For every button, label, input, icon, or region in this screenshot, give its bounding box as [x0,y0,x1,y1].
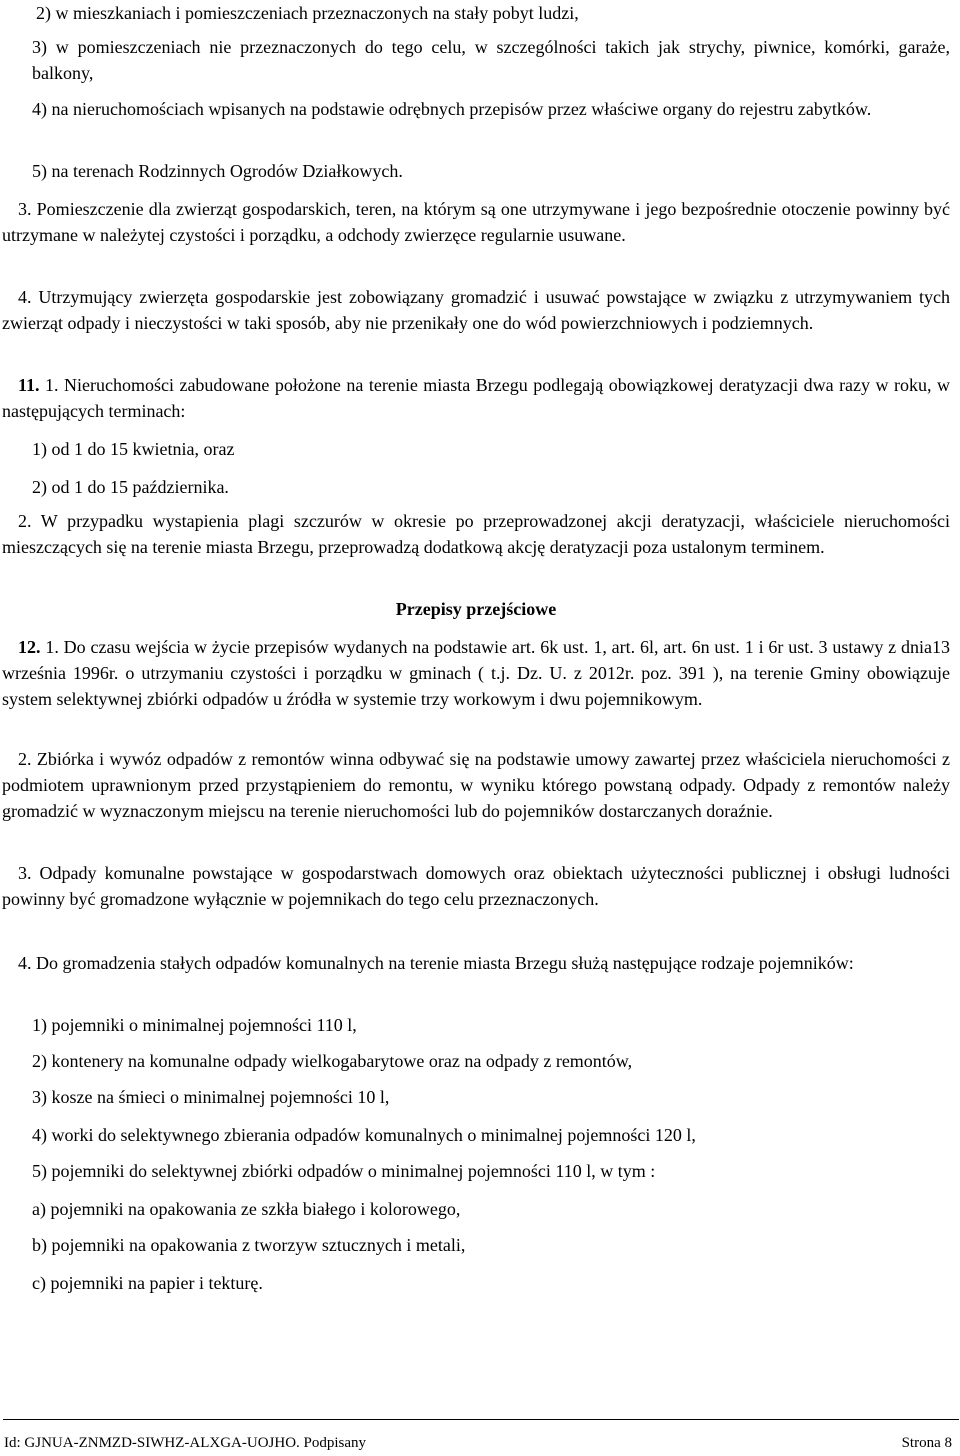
paragraph: 3. Pomieszczenie dla zwierząt gospodarskich, teren, na którym są one utrzymywane i jego bezpośrednie otoczenie powinny być utrzymane w należytej czystości i porządku, a odchody zwierzęce regularnie usuwane. [2,199,950,245]
paragraph: 4. Do gromadzenia stałych odpadów komunalnych na terenie miasta Brzegu służą następujące rodzaje pojemników: [18,953,854,973]
section-number: 11. [18,375,40,395]
list-item: 4) worki do selektywnego zbierania odpadów komunalnych o minimalnej pojemności 120 l, [32,1125,696,1145]
section-number: 12. [18,637,41,657]
document-id: Id: GJNUA-ZNMZD-SIWHZ-ALXGA-UOJHO. Podpisany [4,1435,367,1451]
list-item: 5) pojemniki do selektywnej zbiórki odpadów o minimalnej pojemności 110 l, w tym : [32,1161,656,1181]
footer-divider [3,1419,959,1420]
list-item: 2) w mieszkaniach i pomieszczeniach przeznaczonych na stały pobyt ludzi, [36,3,579,23]
section-heading: Przepisy przejściowe [395,599,557,619]
list-item: 1) od 1 do 15 kwietnia, oraz [32,439,235,459]
paragraph: 2. W przypadku wystapienia plagi szczurów w okresie po przeprowadzonej akcji deratyzacji, właściciele nieruchomości mieszczących się na terenie miasta Brzegu, przeprowadzą dodatkową akcję deratyzacji poza ustalonym terminem. [2,511,950,557]
page-number: Strona 8 [901,1435,952,1451]
list-item: 3) kosze na śmieci o minimalnej pojemności 10 l, [32,1087,390,1107]
paragraph: 3. Odpady komunalne powstające w gospodarstwach domowych oraz obiektach użyteczności publicznej i obsługi ludności powinny być gromadzone wyłącznie w pojemnikach do tego celu przeznaczonych. [2,863,950,909]
list-item: 2) kontenery na komunalne odpady wielkogabarytowe oraz na odpady z remontów, [32,1051,633,1071]
list-item: b) pojemniki na opakowania z tworzyw sztucznych i metali, [32,1235,466,1255]
list-item: 4) na nieruchomościach wpisanych na podstawie odrębnych przepisów przez właściwe organy do rejestru zabytków. [32,99,872,119]
paragraph: 4. Utrzymujący zwierzęta gospodarskie jest zobowiązany gromadzić i usuwać powstające w związku z utrzymywaniem tych zwierząt odpady i nieczystości w taki sposób, aby nie przenikały one do wód powierzchniowych i podziemnych. [2,287,950,333]
section-text: 1. Do czasu wejścia w życie przepisów wydanych na podstawie art. 6k ust. 1, art. 6l, art. 6n ust. 1 i 6r ust. 3 ustawy z dnia13 września 1996r. o utrzymaniu czystości i porządku w gminach ( t.j. Dz. U. z 2012r. poz. 391 ), na terenie Gminy obowiązuje system selektywnej zbiórki odpadów u źródła w systemie trzy workowym i dwu pojemnikowym. [2,637,950,709]
list-item: 2) od 1 do 15 października. [32,477,229,497]
section-text: 1. Nieruchomości zabudowane położone na terenie miasta Brzegu podlegają obowiązkowej deratyzacji dwa razy w roku, w następujących terminach: [2,375,950,421]
list-item: a) pojemniki na opakowania ze szkła białego i kolorowego, [32,1199,461,1219]
list-item: 1) pojemniki o minimalnej pojemności 110 l, [32,1015,357,1035]
section-paragraph [2,634,950,712]
list-item: c) pojemniki na papier i tekturę. [32,1273,263,1293]
paragraph: 2. Zbiórka i wywóz odpadów z remontów winna odbywać się na podstawie umowy zawartej przez właściciela nieruchomości z podmiotem uprawnionym przed przystąpieniem do remontu, w wyniku którego powstaną odpady. Odpady z remontów należy gromadzić w wyznaczonym miejscu na terenie nieruchomości lub do pojemników dostarczanych doraźnie. [2,749,950,821]
list-item: 3) w pomieszczeniach nie przeznaczonych do tego celu, w szczególności takich jak strychy, piwnice, komórki, garaże, balkony, [32,37,950,83]
section-paragraph [2,372,950,424]
list-item: 5) na terenach Rodzinnych Ogrodów Działkowych. [32,161,403,181]
